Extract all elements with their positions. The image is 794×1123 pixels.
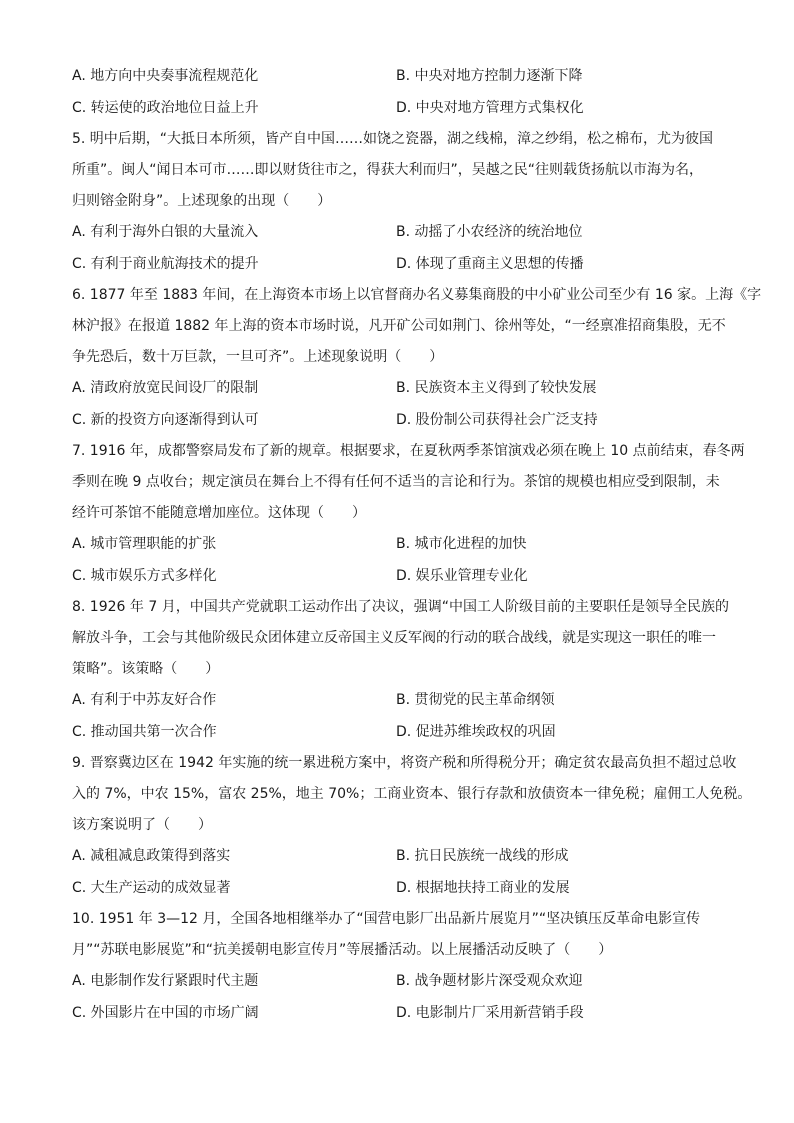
q6-stem-line: 林沪报》在报道 1882 年上海的资本市场时说，凡开矿公司如荆门、徐州等处，“一经禀准招商集股，无不: [72, 318, 726, 334]
q6-option-c: C. 新的投资方向逐渐得到认可: [72, 412, 259, 428]
q7-stem-line: 7. 1916 年，成都警察局发布了新的规章。根据要求，在夏秋两季茶馆演戏必须在晚上 10 点前结束，春冬两: [72, 443, 745, 459]
q4-option-a: A. 地方向中央奏事流程规范化: [72, 68, 259, 84]
q10-option-c: C. 外国影片在中国的市场广阔: [72, 1005, 259, 1021]
q4-option-b: B. 中央对地方控制力逐渐下降: [396, 68, 583, 84]
q9-option-c: C. 大生产运动的成效显著: [72, 880, 231, 896]
q5-option-b: B. 动摇了小农经济的统治地位: [396, 224, 583, 240]
q5-option-a: A. 有利于海外白银的大量流入: [72, 224, 259, 240]
q5-option-c: C. 有利于商业航海技术的提升: [72, 256, 259, 272]
q6-stem-line: 6. 1877 年至 1883 年间，在上海资本市场上以官督商办名义募集商股的中小矿业公司至少有 16 家。上海《字: [72, 287, 762, 303]
q10-stem-line: 月”“苏联电影展览”和“抗美援朝电影宣传月”等展播活动。以上展播活动反映了（ ）: [72, 942, 613, 958]
q7-option-a: A. 城市管理职能的扩张: [72, 536, 217, 552]
q10-option-b: B. 战争题材影片深受观众欢迎: [396, 973, 583, 989]
q9-stem-line: 入的 7%，中农 15%，富农 25%，地主 70%；工商业资本、银行存款和放债资本一律免税；雇佣工人免税。: [72, 786, 752, 802]
q8-stem-line: 8. 1926 年 7 月，中国共产党就职工运动作出了决议，强调“中国工人阶级目前的主要职任是领导全民族的: [72, 599, 729, 615]
q7-option-c: C. 城市娱乐方式多样化: [72, 568, 217, 584]
q5-stem-line: 归则镕金附身”。上述现象的出现（ ）: [72, 193, 332, 209]
q6-option-b: B. 民族资本主义得到了较快发展: [396, 380, 597, 396]
q8-option-b: B. 贯彻党的民主革命纲领: [396, 692, 555, 708]
q10-option-a: A. 电影制作发行紧跟时代主题: [72, 973, 259, 989]
q9-option-a: A. 减租减息政策得到落实: [72, 848, 231, 864]
q4-option-c: C. 转运使的政治地位日益上升: [72, 100, 259, 116]
q5-stem-line: 5. 明中后期，“大抵日本所须，皆产自中国……如饶之瓷器，湖之线棉，漳之纱绢，松之棉布，尤为彼国: [72, 131, 714, 147]
q7-stem-line: 季则在晚 9 点收台；规定演员在舞台上不得有任何不适当的言论和行为。茶馆的规模也相应受到限制，未: [72, 474, 720, 490]
q10-option-d: D. 电影制片厂采用新营销手段: [396, 1005, 584, 1021]
q4-option-d: D. 中央对地方管理方式集权化: [396, 100, 584, 116]
q5-stem-line: 所重”。闽人“闻日本可市……即以财货往市之，得获大利而归”，吴越之民“往则载货扬航以市海为名，: [72, 162, 704, 178]
q8-stem-line: 策略”。该策略（ ）: [72, 661, 220, 677]
q9-stem-line: 9. 晋察冀边区在 1942 年实施的统一累进税方案中，将资产税和所得税分开；确定贫农最高负担不超过总收: [72, 755, 737, 771]
q10-stem-line: 10. 1951 年 3—12 月，全国各地相继举办了“国营电影厂出品新片展览月”“坚决镇压反革命电影宣传: [72, 911, 701, 927]
q7-option-b: B. 城市化进程的加快: [396, 536, 527, 552]
q6-stem-line: 争先恐后，数十万巨款，一旦可齐”。上述现象说明（ ）: [72, 349, 444, 365]
q9-option-d: D. 根据地扶持工商业的发展: [396, 880, 570, 896]
q8-option-d: D. 促进苏维埃政权的巩固: [396, 724, 556, 740]
q9-option-b: B. 抗日民族统一战线的形成: [396, 848, 569, 864]
q8-option-a: A. 有利于中苏友好合作: [72, 692, 217, 708]
q6-option-d: D. 股份制公司获得社会广泛支持: [396, 412, 598, 428]
q7-option-d: D. 娱乐业管理专业化: [396, 568, 528, 584]
q8-stem-line: 解放斗争，工会与其他阶级民众团体建立反帝国主义反军阀的行动的联合战线，就是实现这一职任的唯一: [72, 630, 716, 646]
q6-option-a: A. 清政府放宽民间设厂的限制: [72, 380, 259, 396]
q9-stem-line: 该方案说明了（ ）: [72, 817, 212, 833]
q5-option-d: D. 体现了重商主义思想的传播: [396, 256, 584, 272]
q7-stem-line: 经许可茶馆不能随意增加座位。这体现（ ）: [72, 505, 366, 521]
q8-option-c: C. 推动国共第一次合作: [72, 724, 217, 740]
